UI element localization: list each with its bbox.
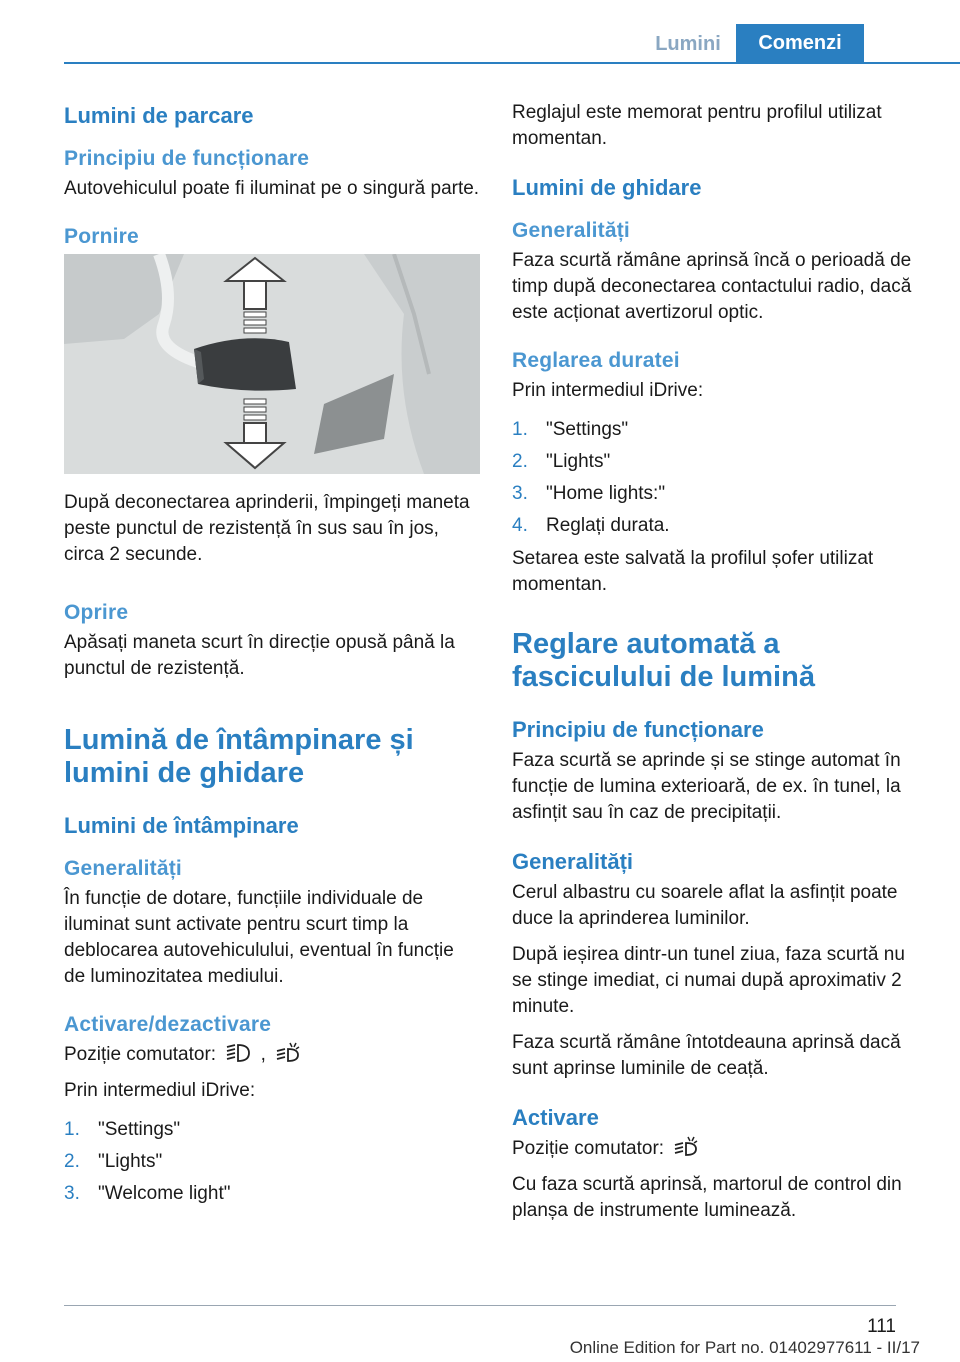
guide-general-text: Faza scurtă rămâne aprinsă încă o perioadă de timp după deconectarea contactului radio, dacă este acționat avertizorul optic.: [512, 250, 912, 323]
welcome-general-heading: Generalități: [64, 857, 182, 880]
list-item: 1. "Settings": [512, 419, 629, 440]
parking-lights-heading: Lumini de parcare: [64, 103, 254, 128]
guide-steps-list: [512, 414, 930, 542]
memo-text: Reglajul este memorat pentru profilul utilizat momentan.: [512, 102, 882, 149]
auto-principle-heading: Principiu de funcționare: [512, 717, 764, 742]
list-item: 2. "Lights": [512, 451, 611, 472]
activation-text: Cu faza scurtă aprinsă, martorul de control din planșa de instrumente luminează.: [512, 1174, 902, 1221]
footer-divider: [64, 1305, 896, 1306]
switch-off-heading: Oprire: [64, 601, 129, 624]
low-beam-icon: [225, 1042, 251, 1064]
activate-deactivate-heading: Activare/dezactivare: [64, 1013, 272, 1036]
activation-heading: Activare: [512, 1105, 599, 1130]
switch-position-label: Poziție comutator:: [512, 1138, 665, 1159]
welcome-steps-list: [64, 1114, 480, 1210]
switch-off-text: Apăsați maneta scurt în direcție opusă până la punctul de rezistență.: [64, 632, 455, 679]
stalk-illustration: [64, 254, 480, 474]
list-item: 1. "Settings": [64, 1119, 181, 1140]
tab-lumini[interactable]: Lumini: [655, 33, 721, 55]
switch-position-line: [64, 1042, 480, 1068]
list-item: 4. Reglați durata.: [512, 515, 670, 536]
activation-switch-line: [512, 1136, 930, 1162]
parking-principle-text: Autovehiculul poate fi iluminat pe o singură parte.: [64, 178, 480, 199]
welcome-idrive-text: Prin intermediul iDrive:: [64, 1080, 256, 1101]
switch-separator: ,: [260, 1044, 266, 1065]
tab-comenzi[interactable]: Comenzi: [736, 24, 864, 62]
list-item: 2. "Lights": [64, 1151, 163, 1172]
switch-on-text: După deconectarea aprinderii, împingeți maneta peste punctul de rezistență în sus sau în jos, circa 2 secunde.: [64, 492, 470, 565]
list-item: 3. "Welcome light": [64, 1183, 231, 1204]
switch-position-label: Poziție comutator:: [64, 1044, 217, 1065]
guide-general-heading: Generalități: [512, 219, 630, 242]
saved-text: Setarea este salvată la profilul șofer utilizat momentan.: [512, 548, 874, 595]
edition-footer: Online Edition for Part no. 01402977611 - II/17: [569, 1338, 920, 1357]
welcome-general-text: În funcție de dotare, funcțiile individuale de iluminat sunt activate pentru scurt timp la deblocarea autovehiculului, eventual în funcție de luminozitatea mediului.: [64, 888, 454, 987]
duration-heading: Reglarea duratei: [512, 349, 680, 372]
auto-general-text-3: Faza scurtă rămâne întotdeauna aprinsă dacă sunt aprinse luminile de ceață.: [512, 1032, 901, 1079]
auto-general-heading: Generalități: [512, 849, 634, 874]
auto-light-icon: [673, 1136, 699, 1158]
welcome-section-heading: Lumină de întâmpinare și lumini de ghidare: [64, 724, 414, 789]
auto-light-icon: [275, 1042, 301, 1064]
parking-principle-heading: Principiu de funcționare: [64, 147, 310, 170]
list-item: 3. "Home lights:": [512, 483, 666, 504]
welcome-lights-heading: Lumini de întâmpinare: [64, 813, 299, 838]
guide-lights-heading: Lumini de ghidare: [512, 175, 702, 200]
auto-general-text-2: După ieșirea dintr-un tunel ziua, faza scurtă nu se stinge imediat, ci numai după aproximativ 2 minute.: [512, 944, 905, 1017]
right-column: [512, 100, 930, 1234]
auto-beam-section-heading: Reglare automată a fasciculului de lumină: [512, 628, 815, 693]
left-column: [64, 100, 480, 1214]
auto-principle-text: Faza scurtă se aprinde și se stinge automat în funcție de lumina exterioară, de ex. în tunel, la asfințit sau în caz de precipitații.: [512, 750, 901, 823]
page-number: 111: [867, 1316, 896, 1337]
auto-general-text-1: Cerul albastru cu soarele aflat la asfințit poate duce la aprinderea luminilor.: [512, 882, 898, 929]
switch-on-heading: Pornire: [64, 225, 139, 248]
guide-idrive-text: Prin intermediul iDrive:: [512, 380, 704, 401]
